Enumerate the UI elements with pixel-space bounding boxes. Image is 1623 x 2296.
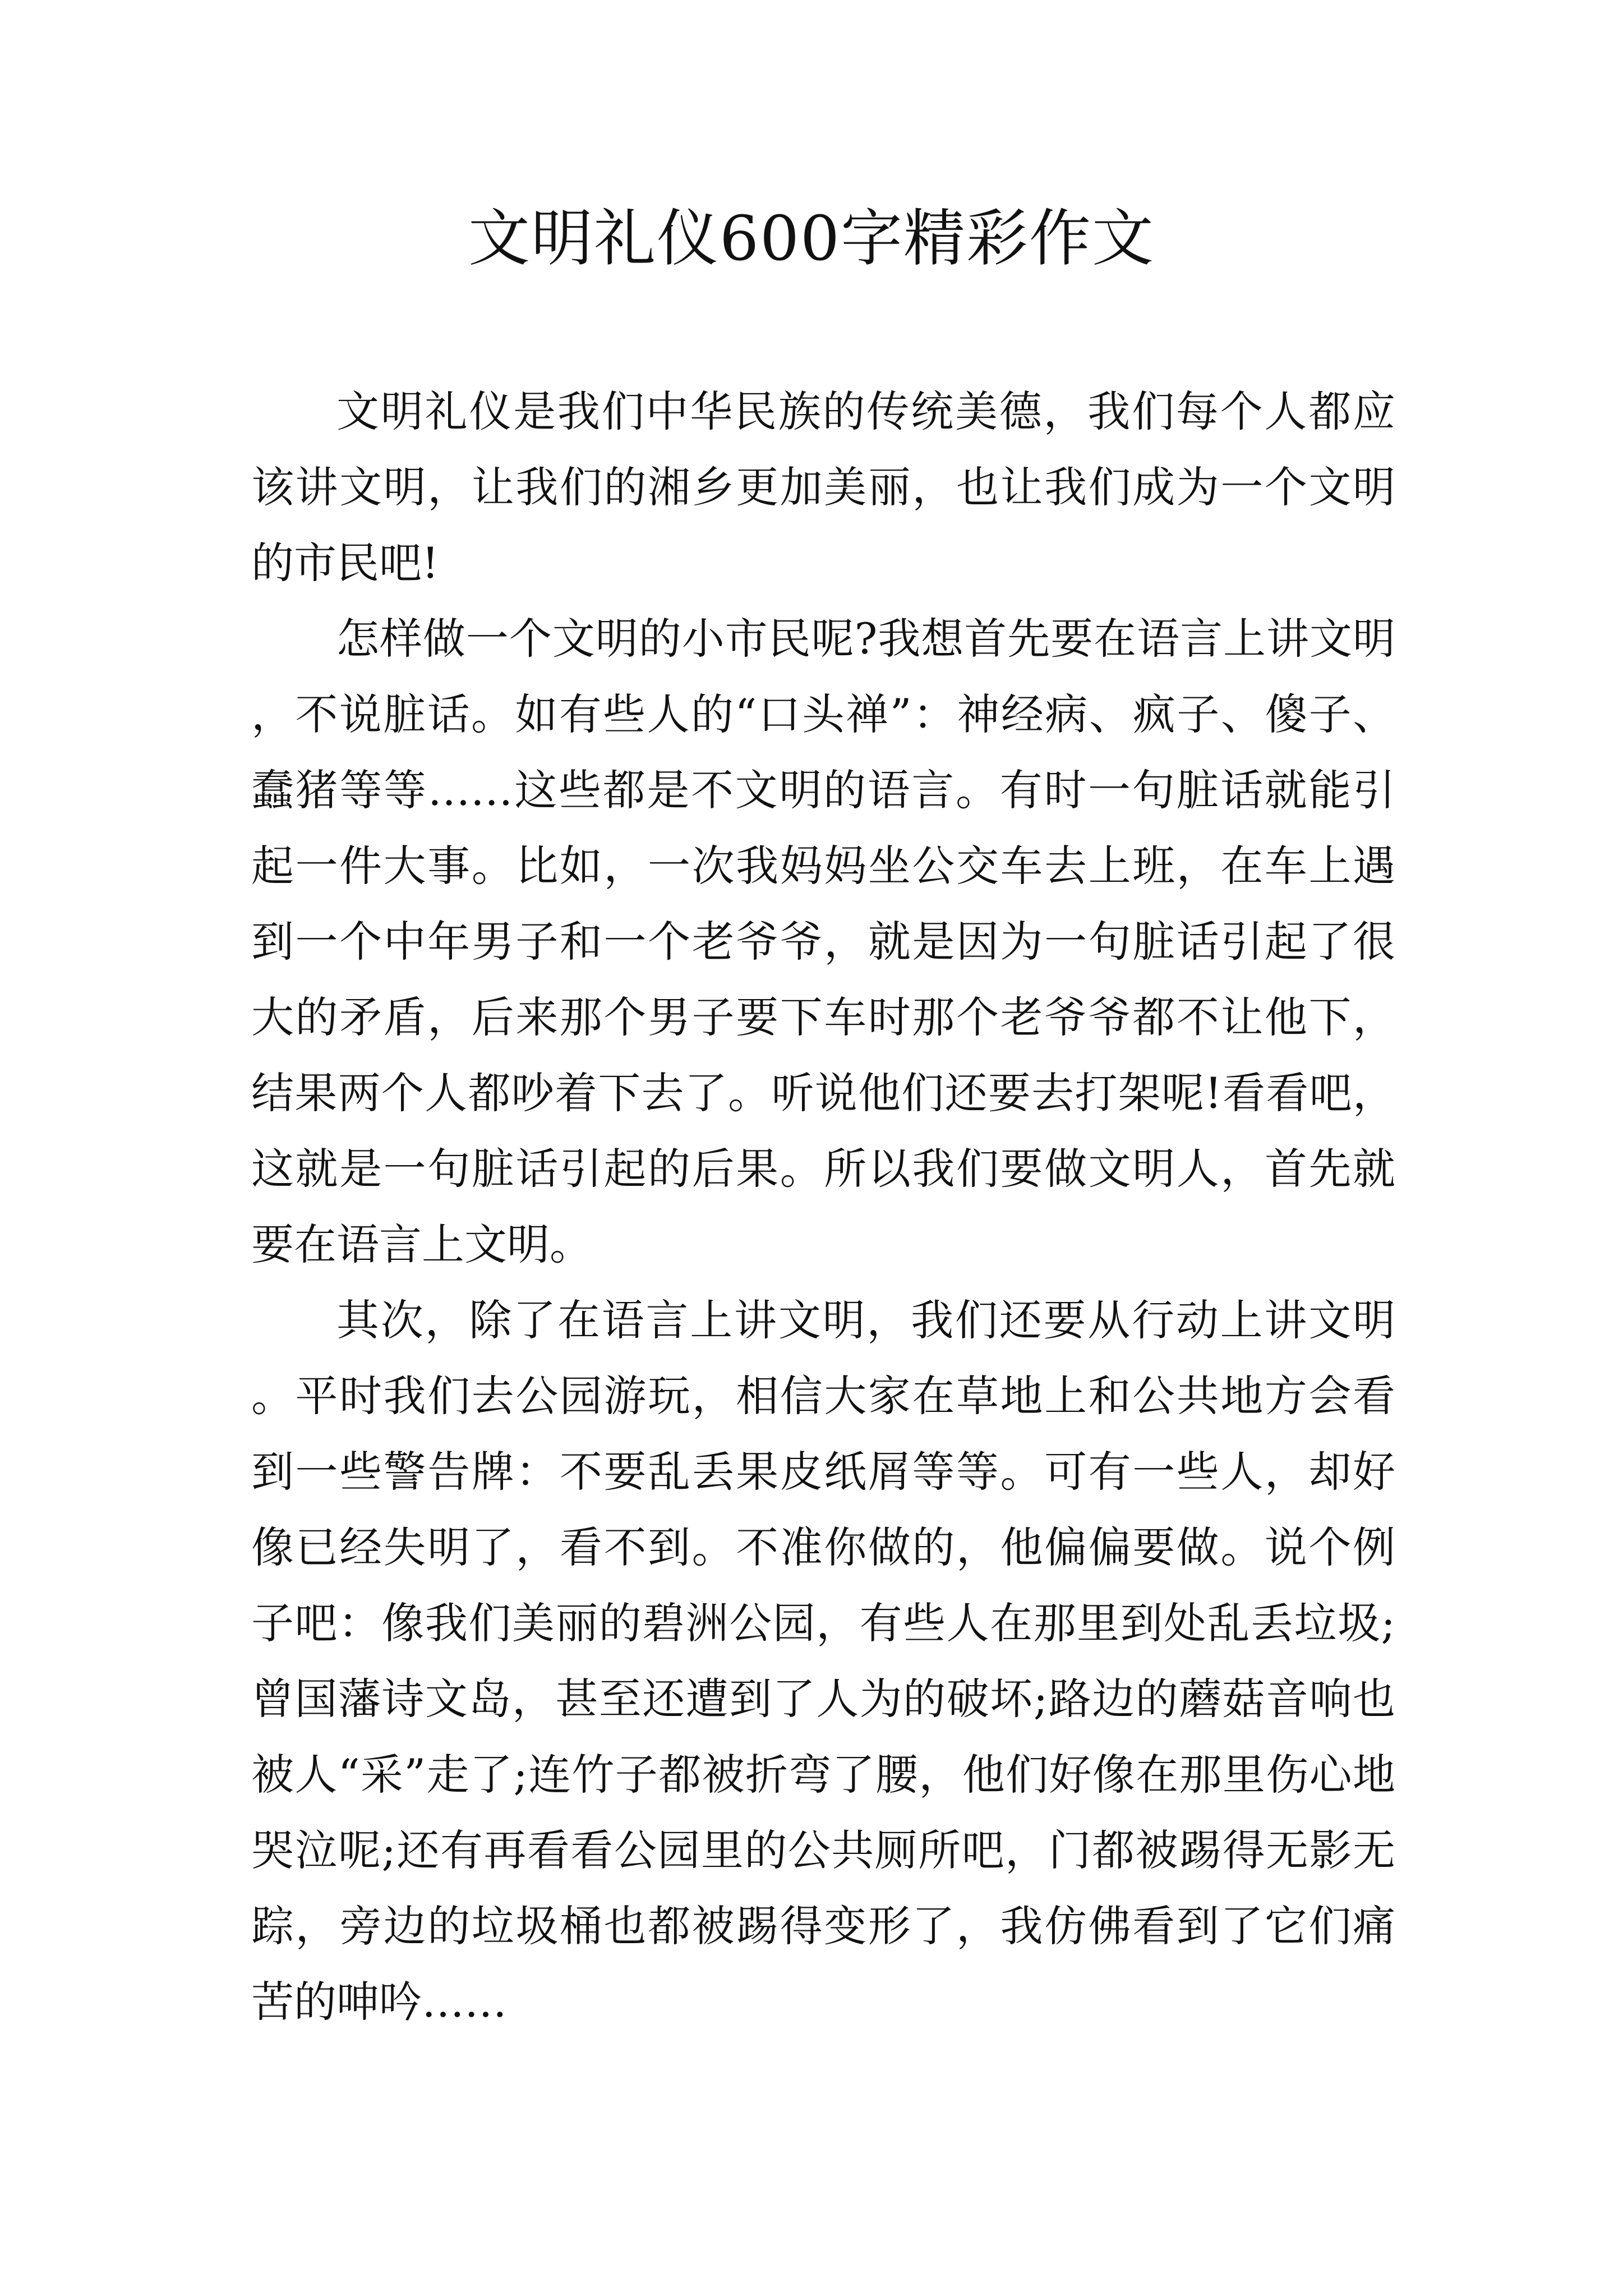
- paragraph-2: 怎样做一个文明的小市民呢?我想首先要在语言上讲文明，不说脏话。如有些人的“口头禅”：神经病、疯子、傻子、蠢猪等等……这些都是不文明的语言。有时一句脏话就能引起一件大事。比如，一次我妈妈坐公交车去上班，在车上遇到一个中年男子和一个老爷爷，就是因为一句脏话引起了很大的矛盾，后来那个男子要下车时那个老爷爷都不让他下，结果两个人都吵着下去了。听说他们还要去打架呢!看看吧，这就是一句脏话引起的后果。所以我们要做文明人，首先就要在语言上文明。: [251, 614, 1395, 1269]
- document-title: 文明礼仪600字精彩作文: [468, 203, 1155, 274]
- paragraph-3: 其次，除了在语言上讲文明，我们还要从行动上讲文明。平时我们去公园游玩，相信大家在草地上和公共地方会看到一些警告牌：不要乱丢果皮纸屑等等。可有一些人，却好像已经失明了，看不到。不准你做的，他偏偏要做。说个例子吧：像我们美丽的碧洲公园，有些人在那里到处乱丢垃圾;曾国藩诗文岛，甚至还遭到了人为的破坏;路边的蘑菇音响也被人“采”走了;连竹子都被折弯了腰，他们好像在那里伤心地哭泣呢;还有再看看公园里的公共厕所吧，门都被踢得无影无踪，旁边的垃圾桶也都被踢得变形了，我仿佛看到了它们痛苦的呻吟……: [251, 1295, 1395, 2027]
- document-body: [251, 374, 1395, 2040]
- paragraph-1: 文明礼仪是我们中华民族的传统美德，我们每个人都应该讲文明，让我们的湘乡更加美丽，也让我们成为一个文明的市民吧!: [251, 386, 1395, 588]
